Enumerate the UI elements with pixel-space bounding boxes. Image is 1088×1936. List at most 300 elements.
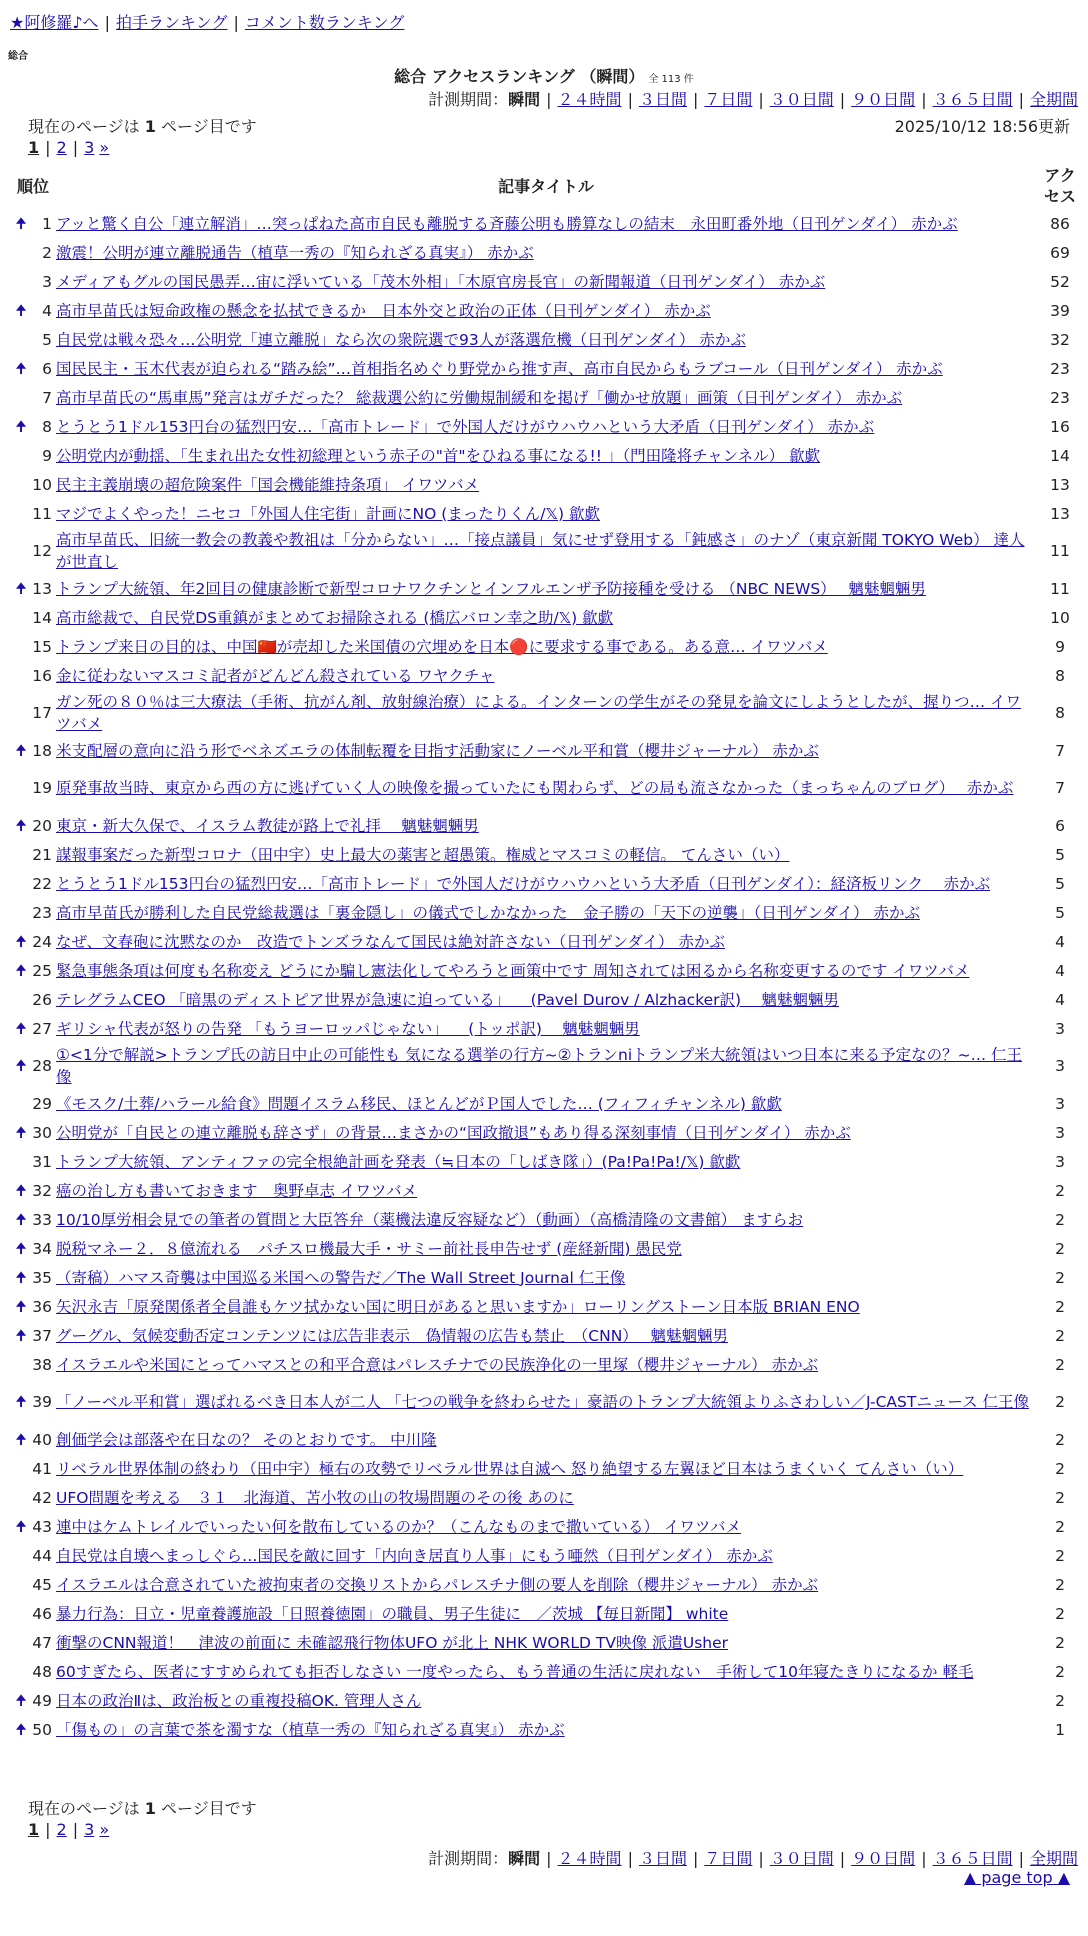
arrow-cell [12,1089,30,1118]
article-link[interactable]: UFO問題を考える ３１ 北海道、苫小牧の山の牧場問題のその後 あのに [56,1488,574,1507]
table-row [12,1089,1082,1118]
title-cell [54,1350,1038,1379]
title-cell [54,1118,1038,1147]
table-row [12,1512,1082,1541]
divider: | [1018,1849,1024,1868]
article-link[interactable]: 高市総裁で、自民党DS重鎮がまとめてお掃除される (橋広バロン幸之助/𝕏) 歙歔 [56,608,614,627]
table-row [12,985,1082,1014]
title-cell [54,1686,1038,1715]
title-cell [54,632,1038,661]
divider: | [72,1820,79,1839]
access-count: 13 [1050,504,1070,523]
table-row [12,661,1082,690]
access-count: 52 [1050,272,1070,291]
rank-number: 15 [32,637,52,656]
article-link[interactable]: 創価学会は部落や在日なの？ そのとおりです。 中川隆 [56,1430,437,1449]
rank-number: 1 [42,214,52,233]
pager-top [28,138,109,157]
article-link[interactable]: なぜ、文春砲に沈黙なのか 改造でトンズラなんて国民は絶対許さない（日刊ゲンダイ） 赤かぶ [56,932,725,951]
title-cell [54,1263,1038,1292]
table-row [12,1176,1082,1205]
article-link[interactable]: 謀報事案だった新型コロナ（田中宇）史上最大の薬害と超愚策。権威とマスコミの軽信。 てんさい（い） [56,845,790,864]
table-row [12,1147,1082,1176]
access-count: 7 [1055,741,1065,760]
title-cell [54,499,1038,528]
pager-next-link[interactable]: » [99,138,110,157]
up-arrow-icon: 🠉 [15,1721,27,1738]
table-row [12,1570,1082,1599]
arrow-cell [12,1657,30,1686]
period-option[interactable]: ２４時間 [557,90,622,109]
article-link[interactable]: 高市早苗氏は短命政権の懸念を払拭できるか 日本外交と政治の正体（日刊ゲンダイ） 赤かぶ [56,301,711,320]
title-cell [54,1043,1038,1089]
title-cell [54,1147,1038,1176]
top-nav [10,10,404,33]
rank-number: 40 [32,1430,52,1449]
table-row [12,1454,1082,1483]
current-page-number: 1 [144,1799,156,1818]
arrow-cell [12,1454,30,1483]
access-count: 10 [1050,608,1070,627]
rank-number: 28 [32,1057,52,1075]
access-count: 86 [1050,214,1070,233]
title-cell [54,1483,1038,1512]
title-cell [54,209,1038,238]
period-option[interactable]: ３６５日間 [932,1849,1013,1868]
rank-number: 33 [32,1210,52,1229]
access-count: 2 [1055,1355,1065,1374]
divider: | [546,1849,552,1868]
access-count: 2 [1055,1297,1065,1316]
title-cell [54,985,1038,1014]
arrow-cell [12,661,30,690]
article-link[interactable]: マジでよくやった！ニセコ「外国人住宅街」計画にNO (まったりくん/𝕏) 歙歔 [56,504,600,523]
article-link[interactable]: （寄稿）ハマス奇襲は中国巡る米国への警告だ／The Wall Street Journal 仁王像 [56,1268,626,1287]
article-link[interactable]: 東京・新大久保で、イスラム教徒が路上で礼拝 魑魅魍魎男 [56,816,479,835]
title-cell [54,1292,1038,1321]
article-link[interactable]: 日本の政治Ⅱは、政治板との重複投稿OK. 管理人さん [56,1691,422,1710]
rank-number: 38 [32,1355,52,1374]
table-row [12,1483,1082,1512]
rank-number: 12 [32,542,52,560]
article-link[interactable]: 自民党は自壊へまっしぐら…国民を敵に回す「内向き居直り人事」にもう唖然（日刊ゲンダイ） 赤かぶ [56,1546,773,1565]
title-cell [54,869,1038,898]
total-count: 全 113 件 [648,74,694,85]
arrow-cell [12,869,30,898]
article-link[interactable]: グーグル、気候変動否定コンテンツには広告非表示 偽情報の広告も禁止 （CNN） 魑魅魍魎男 [56,1326,728,1345]
article-link[interactable]: イスラエルや米国にとってハマスとの和平合意はパレスチナでの民族浄化の一里塚（櫻井ジャーナル） 赤かぶ [56,1355,819,1374]
period-option[interactable]: 全期間 [1029,90,1078,109]
access-count: 4 [1055,961,1065,980]
divider: | [45,138,51,157]
title-cell [54,412,1038,441]
up-arrow-icon: 🠉 [15,1058,27,1074]
access-count: 2 [1055,1575,1065,1594]
article-link[interactable]: 激震！公明が連立離脱通告（植草一秀の『知られざる真実』） 赤かぶ [56,243,534,262]
divider: | [692,1849,699,1868]
arrow-cell [12,1570,30,1599]
table-row [12,1350,1082,1379]
rank-number: 36 [32,1297,52,1316]
rank-number: 26 [32,990,52,1009]
arrow-cell [12,441,30,470]
table-row [12,1292,1082,1321]
access-count: 1 [1055,1720,1065,1739]
up-arrow-icon: 🠉 [15,580,27,597]
access-count: 23 [1050,388,1070,407]
period-option[interactable]: ９０日間 [851,90,916,109]
rank-number: 37 [32,1326,52,1345]
rank-number: 22 [32,874,52,893]
period-option[interactable]: ７日間 [704,1849,753,1868]
table-row [12,296,1082,325]
rank-number: 50 [32,1720,52,1739]
rank-number: 10 [32,475,52,494]
article-link[interactable]: リベラル世界体制の終わり（田中宇）極右の攻勢でリベラル世界は自滅へ 怒り絶望する左翼ほど日本はうまくいく てんさい（い） [56,1459,964,1478]
table-row [12,869,1082,898]
pager-page-link[interactable]: 3 [84,138,95,157]
rank-number: 2 [42,243,52,262]
access-count: 3 [1055,1152,1065,1171]
title-cell [54,736,1038,765]
period-option[interactable]: 全期間 [1029,1849,1078,1868]
access-count: 5 [1055,874,1065,893]
table-row [12,765,1082,811]
pager-page-link[interactable]: 3 [84,1820,95,1839]
access-count: 2 [1055,1268,1065,1287]
arrow-cell [12,1147,30,1176]
ranking-table [12,163,1082,1744]
arrow-cell [12,1350,30,1379]
rank-number: 45 [32,1575,52,1594]
access-count: 16 [1050,417,1070,436]
article-link[interactable]: 米支配層の意向に沿う形でベネズエラの体制転覆を目指す活動家にノーベル平和賞（櫻井ジャーナル） 赤かぶ [56,741,819,760]
access-count: 2 [1055,1181,1065,1200]
access-count: 2 [1055,1430,1065,1449]
article-link[interactable]: トランプ大統領、アンティファの完全根絶計画を発表（≒日本の「しばき隊」）(Pa!Pa!Pa!/𝕏) 歙歔 [56,1152,741,1171]
column-header-rank: 順位 [16,176,49,196]
updated-timestamp: 2025/10/12 18:56更新 [894,117,1070,136]
article-link[interactable]: 矢沢永吉「原発関係者全員誰もケツ拭かない国に明日があると思いますか」ローリングストーン日本版 BRIAN ENO [56,1297,860,1316]
access-count: 11 [1050,542,1070,560]
table-row [12,840,1082,869]
table-row [12,1205,1082,1234]
divider: | [921,90,927,109]
divider: | [692,90,699,109]
title-cell [54,765,1038,811]
access-count: 3 [1055,1057,1065,1075]
title-cell [54,325,1038,354]
rank-number: 18 [32,741,52,760]
access-count: 2 [1055,1488,1065,1507]
rank-number: 35 [32,1268,52,1287]
rank-number: 19 [32,779,52,797]
title-cell [54,1628,1038,1657]
column-header-title: 記事タイトル [498,176,594,196]
period-selector-top [428,87,1078,110]
title-cell [54,1176,1038,1205]
rank-number: 31 [32,1152,52,1171]
arrow-cell [12,267,30,296]
article-link[interactable]: 「ノーベル平和賞」選ばれるべき日本人が二人 「七つの戦争を終わらせた」豪語のトランプ大統領よりふさわしい／J-CASTニュース 仁王像 [56,1393,1029,1411]
divider: | [104,13,110,32]
article-link[interactable]: 民主主義崩壊の超危険案件「国会機能維持条項」 イワツバメ [56,475,480,494]
page-info-top: 現在のページは 1 ページ目です [28,117,257,136]
rank-number: 3 [42,272,52,291]
title-cell [54,1570,1038,1599]
pager-next-link[interactable]: » [99,1820,110,1839]
article-link[interactable]: 衝撃のCNN報道！ 津波の前面に 未確認飛行物体UFO が北上 NHK WORLD TV映像 派遣Usher [56,1633,729,1652]
table-row [12,383,1082,412]
article-link[interactable]: 高市早苗氏、旧統一教会の教義や教祖は「分からない」…「接点議員」気にせず登用する「鈍感さ」のナゾ（東京新聞 TOKYO Web） 達人が世直し [56,531,1025,571]
table-row [12,603,1082,632]
access-count: 2 [1055,1546,1065,1565]
rank-number: 5 [42,330,52,349]
table-row [12,1425,1082,1454]
table-row [12,1657,1082,1686]
up-arrow-icon: 🠉 [15,1124,27,1141]
access-count: 2 [1055,1691,1065,1710]
article-link[interactable]: 暴力行為：日立・児童養護施設「日照養徳園」の職員、男子生徒に ／茨城 【毎日新聞】 white [56,1604,729,1623]
table-row [12,898,1082,927]
table-row [12,1379,1082,1425]
access-count: 4 [1055,990,1065,1009]
title-cell [54,1425,1038,1454]
article-link[interactable]: 脱税マネー２．８億流れる パチスロ機最大手・サミー前社長申告せず (産経新聞) 愚民党 [56,1239,682,1258]
article-link[interactable]: 《モスク/土葬/ハラール給食》問題イスラム移民、ほとんどがＰ国人でした… (フィフィチャンネル) 歙歔 [56,1094,782,1113]
table-row [12,632,1082,661]
article-link[interactable]: 自民党は戦々恐々…公明党「連立離脱」なら次の衆院選で93人が落選危機（日刊ゲンダイ） 赤かぶ [56,330,746,349]
pager-current: 1 [28,1820,40,1839]
article-link[interactable]: トランプ来日の目的は、中国🇨🇳が売却した米国債の穴埋めを日本🔴に要求する事である。ある意… イワツバメ [56,637,828,656]
title-cell [54,383,1038,412]
article-link[interactable]: トランプ大統領、年2回目の健康診断で新型コロナワクチンとインフルエンザ予防接種を受ける （NBC NEWS） 魑魅魍魎男 [56,579,926,598]
divider: | [839,1849,846,1868]
table-row [12,927,1082,956]
period-label: 計測期間： [428,1849,509,1868]
page-top-link[interactable]: ▲ page top ▲ [963,1868,1070,1887]
period-current: 瞬間 [508,1849,541,1868]
article-link[interactable]: 高市早苗氏が勝利した自民党総裁選は「裏金隠し」の儀式でしかなかった 金子勝の「天下の逆襲」（日刊ゲンダイ） 赤かぶ [56,903,920,922]
title-cell [54,661,1038,690]
access-count: 13 [1050,475,1070,494]
rank-number: 47 [32,1633,52,1652]
access-count: 2 [1055,1662,1065,1681]
pager-bottom [28,1820,109,1839]
up-arrow-icon: 🠉 [15,215,27,232]
article-link[interactable]: 公明党が「自民との連立離脱も辞さず」の背景…まさかの“国政撤退”もあり得る深刻事情（日刊ゲンダイ） 赤かぶ [56,1123,851,1142]
arrow-cell [12,1628,30,1657]
article-link[interactable]: 10/10厚労相会見での筆者の質問と大臣答弁（薬機法違反容疑など）（動画）（高橋清隆の文書館） ますらお [56,1210,804,1229]
title-cell [54,1599,1038,1628]
article-link[interactable]: 連中はケムトレイルでいったい何を散布しているのか？（こんなものまで撒いている） イワツバメ [56,1517,742,1536]
table-row [12,528,1082,574]
rank-number: 39 [32,1393,52,1411]
rank-number: 6 [42,359,52,378]
rank-number: 11 [32,504,52,523]
period-current: 瞬間 [508,90,541,109]
article-link[interactable]: 国民民主・玉木代表が迫られる“踏み絵”…首相指名めぐり野党から推す声、高市自民からもラブコール（日刊ゲンダイ） 赤かぶ [56,359,943,378]
arrow-cell [12,765,30,811]
title-cell [54,1541,1038,1570]
up-arrow-icon: 🠉 [15,1431,27,1448]
access-count: 8 [1055,704,1065,722]
nav-link-comment-ranking[interactable]: コメント数ランキング [244,13,405,32]
arrow-cell [12,325,30,354]
article-link[interactable]: 原発事故当時、東京から西の方に逃げていく人の映像を撮っていたにも関わらず、どの局も流さなかった（まっちゃんのブログ） 赤かぶ [56,779,1014,797]
divider: | [758,1849,764,1868]
arrow-cell [12,985,30,1014]
access-count: 23 [1050,359,1070,378]
rank-number: 8 [42,417,52,436]
up-arrow-icon: 🠉 [15,360,27,377]
access-count: 3 [1055,1019,1065,1038]
table-row [12,956,1082,985]
rank-number: 27 [32,1019,52,1038]
up-arrow-icon: 🠉 [15,1211,27,1228]
table-row [12,1234,1082,1263]
pager-page-link[interactable]: 2 [56,138,67,157]
article-link[interactable]: 癌の治し方も書いておきます 奥野卓志 イワツバメ [56,1181,418,1200]
access-count: 6 [1055,816,1065,835]
up-arrow-icon: 🠉 [15,1327,27,1344]
title-cell [54,441,1038,470]
access-count: 7 [1055,779,1065,797]
page-title-text: 総合 アクセスランキング （瞬間） [394,67,645,86]
rank-number: 13 [32,579,52,598]
period-option[interactable]: ９０日間 [851,1849,916,1868]
article-link[interactable]: 高市早苗氏の“馬車馬”発言はガチだった？ 総裁選公約に労働規制緩和を掲げ「働かせ放題」画策（日刊ゲンダイ） 赤かぶ [56,388,903,407]
arrow-cell [12,1599,30,1628]
period-option[interactable]: ２４時間 [557,1849,622,1868]
arrow-cell [12,690,30,736]
access-count: 11 [1050,579,1070,598]
article-link[interactable]: とうとう1ドル153円台の猛烈円安…「高市トレード」で外国人だけがウハウハという大矛盾（日刊ゲンダイ）：経済板リンク 赤かぶ [56,874,991,893]
table-row [12,1541,1082,1570]
arrow-cell [12,1541,30,1570]
access-count: 2 [1055,1633,1065,1652]
rank-number: 24 [32,932,52,951]
period-option[interactable]: ３日間 [638,1849,687,1868]
up-arrow-icon: 🠉 [15,933,27,950]
period-option[interactable]: ７日間 [704,90,753,109]
access-count: 32 [1050,330,1070,349]
rank-number: 20 [32,816,52,835]
up-arrow-icon: 🠉 [15,1692,27,1709]
rank-number: 9 [42,446,52,465]
arrow-cell [12,470,30,499]
divider: | [546,90,552,109]
rank-number: 44 [32,1546,52,1565]
title-cell [54,238,1038,267]
title-cell [54,1379,1038,1425]
access-count: 39 [1050,301,1070,320]
up-arrow-icon: 🠉 [15,962,27,979]
title-cell [54,1234,1038,1263]
arrow-cell [12,603,30,632]
access-count: 2 [1055,1517,1065,1536]
rank-number: 43 [32,1517,52,1536]
rank-number: 49 [32,1691,52,1710]
title-cell [54,811,1038,840]
arrow-cell [12,383,30,412]
period-label: 計測期間： [428,90,509,109]
title-cell [54,354,1038,383]
rank-number: 23 [32,903,52,922]
category-tag: 総合 [8,51,28,62]
table-row [12,238,1082,267]
table-row [12,267,1082,296]
divider: | [758,90,764,109]
rank-number: 4 [42,301,52,320]
table-row [12,325,1082,354]
article-link[interactable]: 金に従わないマスコミ記者がどんどん殺されている ワヤクチャ [56,666,495,685]
title-cell [54,840,1038,869]
article-link[interactable]: テレグラムCEO 「暗黒のディストピア世界が急速に迫っている」 (Pavel Durov / Alzhacker訳) 魑魅魍魎男 [56,990,840,1009]
period-option[interactable]: ３０日間 [769,90,834,109]
access-count: 8 [1055,666,1065,685]
access-count: 3 [1055,1123,1065,1142]
article-link[interactable]: 「傷もの」の言葉で茶を濁すな（植草一秀の『知られざる真実』） 赤かぶ [56,1720,565,1739]
rank-number: 30 [32,1123,52,1142]
article-link[interactable]: ギリシャ代表が怒りの告発 「もうヨーロッパじゃない」 (トッポ訳) 魑魅魍魎男 [56,1019,640,1038]
title-cell [54,1512,1038,1541]
page-title [0,64,1088,87]
rank-number: 21 [32,845,52,864]
divider: | [839,90,846,109]
title-cell [54,470,1038,499]
up-arrow-icon: 🠉 [15,1394,27,1410]
rank-number: 17 [32,704,52,722]
rank-number: 29 [32,1094,52,1113]
arrow-cell [12,499,30,528]
divider: | [72,138,79,157]
up-arrow-icon: 🠉 [15,1240,27,1257]
arrow-cell [12,632,30,661]
nav-link-applause-ranking[interactable]: 拍手ランキング [115,13,228,32]
article-link[interactable]: ガン死の８０％は三大療法（手術、抗がん剤、放射線治療）による。インターンの学生がその発見を論文にしようとしたが、握りつ… イワツバメ [56,693,1022,733]
title-cell [54,1715,1038,1744]
access-count: 2 [1055,1604,1065,1623]
up-arrow-icon: 🠉 [15,1298,27,1315]
article-link[interactable]: 公明党内が動揺、「生まれ出た女性初総理という赤子の"首"をひねる事になる!! 」（門田隆将チャンネル） 歙歔 [56,446,821,465]
divider: | [627,1849,633,1868]
current-page-number: 1 [144,117,156,136]
article-link[interactable]: ①<1分で解説>トランプ氏の訪日中止の可能性も 気になる選挙の行方~②トランniトランプ米大統領はいつ日本に来る予定なの？~… 仁王像 [56,1046,1023,1086]
arrow-cell [12,528,30,574]
article-link[interactable]: イスラエルは合意されていた被拘束者の交換リストからパレスチナ側の要人を削除（櫻井ジャーナル） 赤かぶ [56,1575,819,1594]
access-count: 5 [1055,845,1065,864]
table-row [12,1715,1082,1744]
access-count: 4 [1055,932,1065,951]
nav-link-asyura-home[interactable]: ★阿修羅♪へ [10,13,99,32]
article-link[interactable]: 緊急事態条項は何度も名称変え どうにか騙し憲法化してやろうと画策中です 周知されては困るから名称変更するのです イワツバメ [56,961,970,980]
pager-page-link[interactable]: 2 [56,1820,67,1839]
title-cell [54,898,1038,927]
period-option[interactable]: ３日間 [638,90,687,109]
article-link[interactable]: アッと驚く自公「連立解消」…突っぱねた高市自民も離脱する斉藤公明も勝算なしの結末 永田町番外地（日刊ゲンダイ） 赤かぶ [56,214,958,233]
article-link[interactable]: 60すぎたら、医者にすすめられても拒否しなさい 一度やったら、もう普通の生活に戻れない 手術して10年寝たきりになるか 軽毛 [56,1662,974,1681]
article-link[interactable]: とうとう1ドル153円台の猛烈円安…「高市トレード」で外国人だけがウハウハという大矛盾（日刊ゲンダイ） 赤かぶ [56,417,875,436]
up-arrow-icon: 🠉 [15,1020,27,1037]
table-row [12,574,1082,603]
period-option[interactable]: ３６５日間 [932,90,1013,109]
access-count: 2 [1055,1239,1065,1258]
table-row [12,354,1082,383]
period-option[interactable]: ３０日間 [769,1849,834,1868]
up-arrow-icon: 🠉 [15,418,27,435]
article-link[interactable]: メディアもグルの国民愚弄…宙に浮いている「茂木外相」「木原官房長官」の新聞報道（日刊ゲンダイ） 赤かぶ [56,272,826,291]
